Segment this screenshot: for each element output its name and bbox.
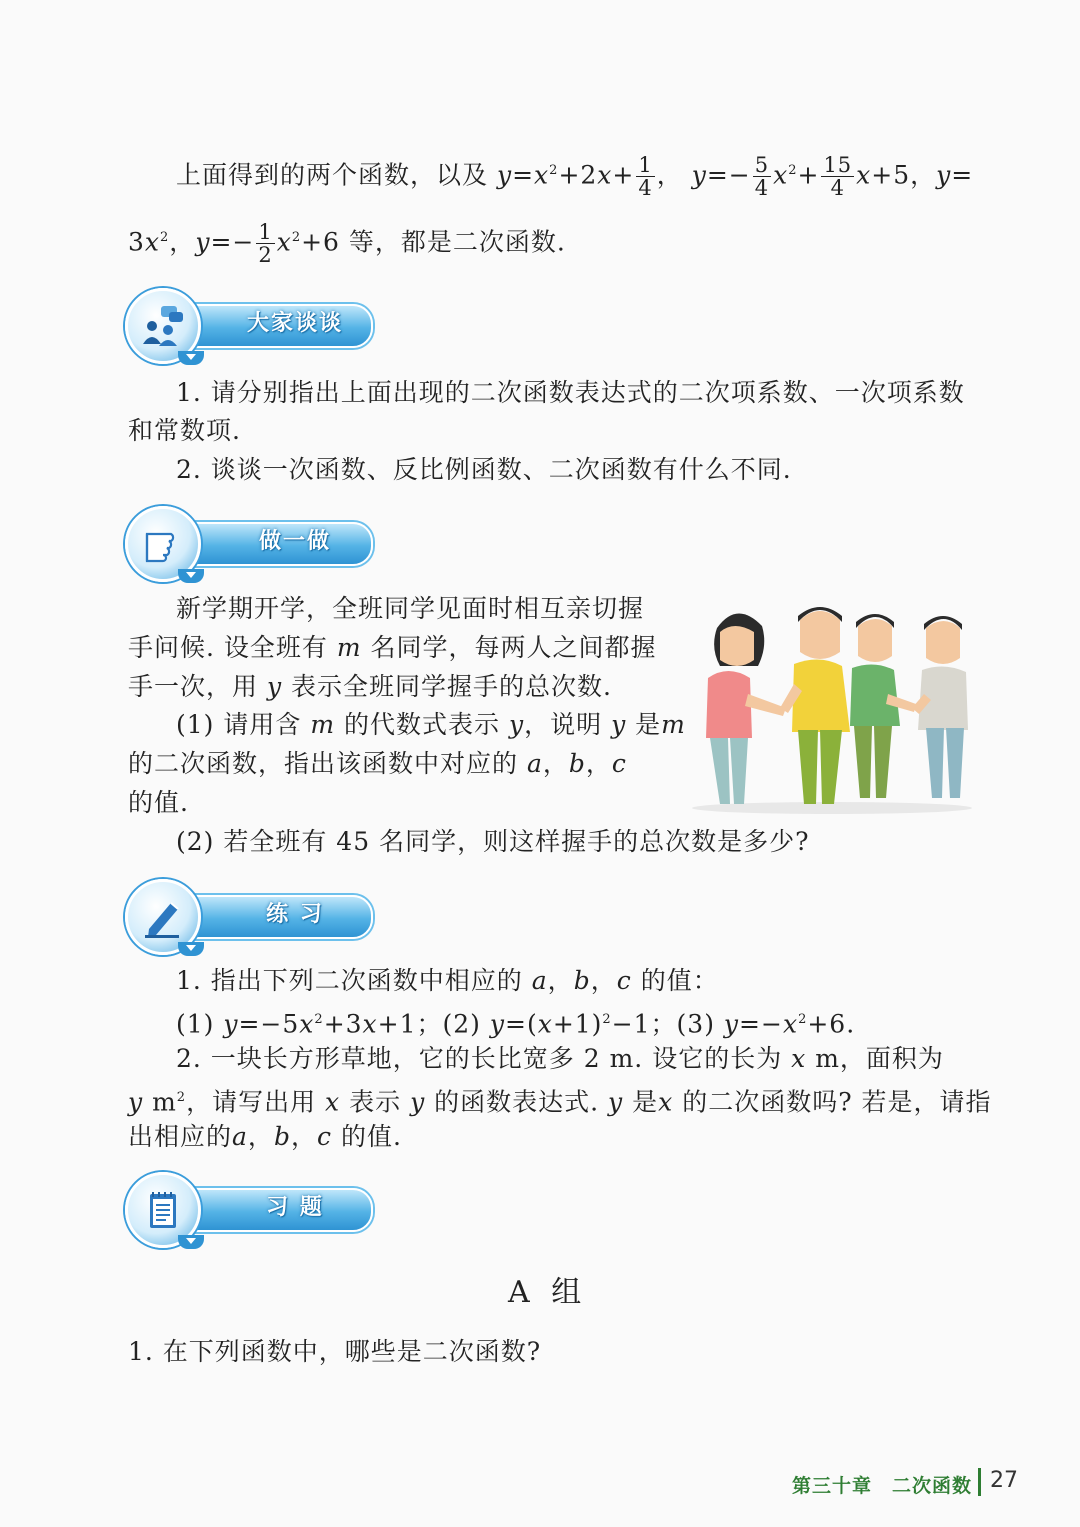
try-q1-line3: 的值. xyxy=(128,788,189,817)
try-title: 做一做 xyxy=(258,529,331,554)
practice-q1-items: (1) $y=-5x^2+3x+1$；(2) $y=(x+1)^2-1$；(3) $y=-x^2+6$. xyxy=(176,1009,856,1039)
try-q2: (2) 若全班有 45 名同学，则这样握手的总次数是多少? xyxy=(176,827,810,856)
page-number: 27 xyxy=(990,1468,1018,1493)
try-q1-line1: (1) 请用含 m 的代数式表示 y，说明 y 是m xyxy=(176,710,686,739)
discuss-banner xyxy=(125,292,371,358)
try-q1-line2: 的二次函数，指出该函数中对应的 a，b，c xyxy=(128,749,627,778)
try-para-2: 手问候. 设全班有 m 名同学，每两人之间都握 xyxy=(128,633,657,662)
footer-divider xyxy=(978,1468,981,1496)
intro-line-2: $3x^2$，y=− $\frac{1}{2}$ $x^2+6$ 等，都是二次函数. xyxy=(128,220,566,268)
exercise-q1: 1. 在下列函数中，哪些是二次函数? xyxy=(128,1337,542,1366)
practice-q2-line1: 2. 一块长方形草地，它的长比宽多 2 m. 设它的长为 x m，面积为 xyxy=(176,1044,944,1073)
intro-line-1: 上面得到的两个函数，以及 $y=x^2+2x+$ $\frac{1}{4}$ ， y=− $\frac{5}{4}$ $x^2+$ $\frac{15}{4}$ x+5，y= xyxy=(176,153,974,201)
practice-q2-line3: 出相应的a，b，c 的值. xyxy=(128,1122,402,1151)
intro-lead: 上面得到的两个函数，以及 xyxy=(176,160,489,190)
exercises-title: 习 题 xyxy=(266,1195,324,1220)
try-banner xyxy=(125,510,371,576)
exercises-banner xyxy=(125,1176,371,1242)
intro-tail: 等，都是二次函数. xyxy=(348,227,566,257)
discuss-q2: 2. 谈谈一次函数、反比例函数、二次函数有什么不同. xyxy=(176,455,792,484)
practice-q2-line2: y $m^2$，请写出用 x 表示 y 的函数表达式. y 是x 的二次函数吗? 若是，请指 xyxy=(128,1087,992,1117)
handshake-illustration xyxy=(682,598,982,816)
discuss-q1-line1: 1. 请分别指出上面出现的二次函数表达式的二次项系数、一次项系数 xyxy=(176,378,965,407)
group-heading: A 组 xyxy=(508,1275,588,1310)
practice-q1: 1. 指出下列二次函数中相应的 a，b，c 的值： xyxy=(176,966,719,995)
practice-title: 练 习 xyxy=(266,902,324,927)
discuss-title: 大家谈谈 xyxy=(246,311,343,336)
try-para-1: 新学期开学，全班同学见面时相互亲切握 xyxy=(176,594,645,623)
try-para-3: 手一次，用 y 表示全班同学握手的总次数. xyxy=(128,672,612,701)
discuss-q1-line2: 和常数项. xyxy=(128,416,241,445)
footer-chapter: 第三十章 二次函数 xyxy=(792,1475,973,1497)
practice-banner xyxy=(125,883,371,949)
